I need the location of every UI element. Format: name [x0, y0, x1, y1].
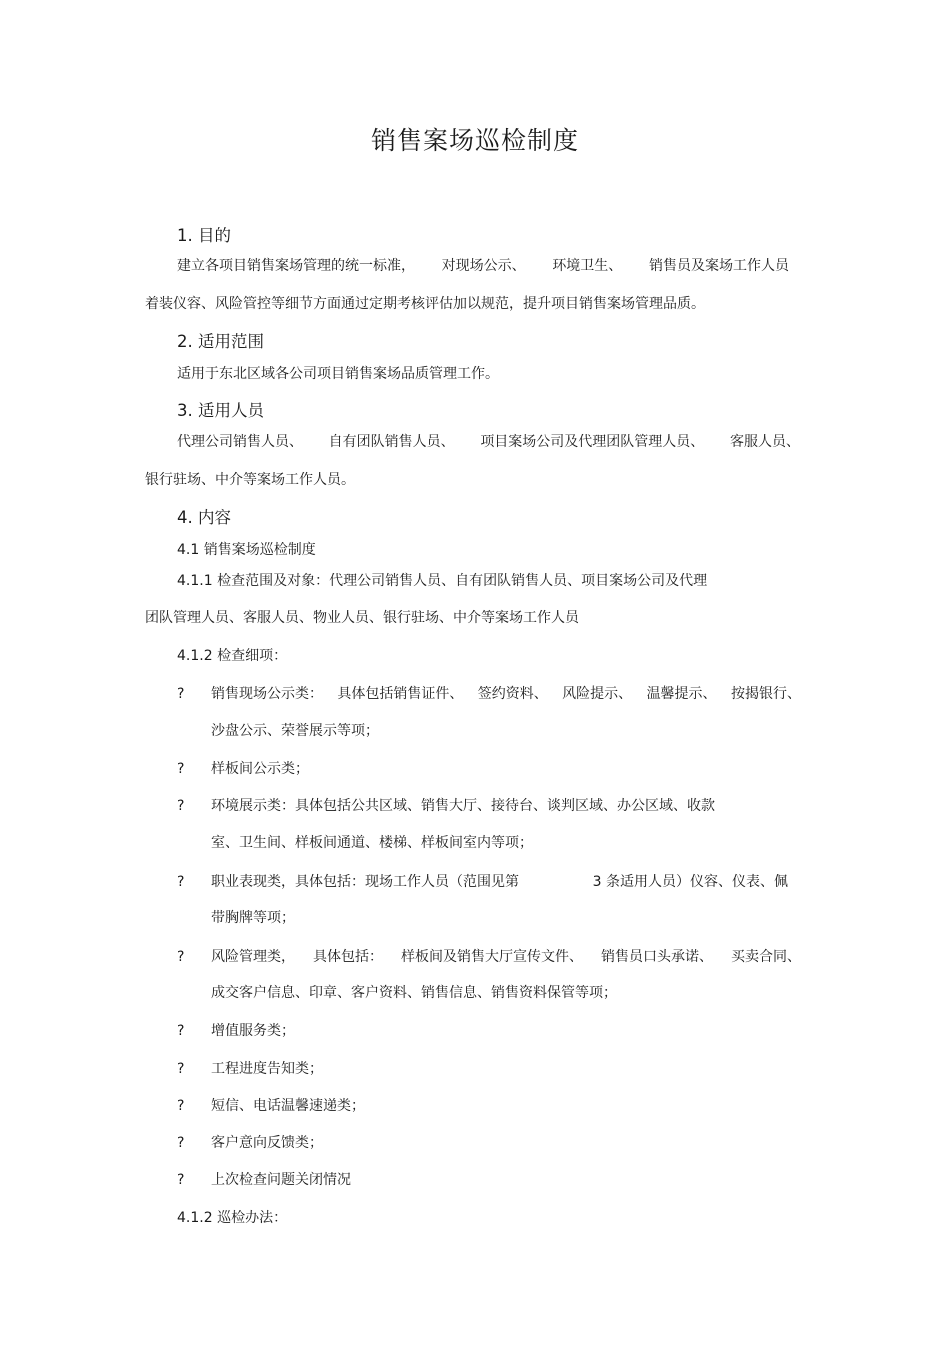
text-segment: 建立各项目销售案场管理的统一标准， — [177, 258, 415, 274]
bullet-mark: ? — [177, 874, 185, 890]
text-segment: 自有团队销售人员、 — [328, 434, 455, 450]
text-segment: 按揭银行、 — [730, 686, 801, 702]
text-segment: 销售员口头承诺、 — [601, 949, 713, 965]
text-segment: 签约资料、 — [477, 686, 548, 702]
bullet-item-3-line-1: 环境展示类：具体包括公共区域、销售大厅、接待台、谈判区域、办公区域、收款 — [211, 798, 715, 814]
bullet-mark: ? — [177, 686, 185, 702]
text-segment: 具体包括： — [313, 949, 383, 965]
bullet-mark: ? — [177, 1023, 185, 1039]
bullet-mark: ? — [177, 949, 185, 965]
bullet-mark: ? — [177, 798, 185, 814]
text-segment: 风险提示、 — [562, 686, 633, 702]
subsection-4-1-1-line-2: 团队管理人员、客服人员、物业人员、银行驻场、中介等案场工作人员 — [145, 610, 579, 626]
bullet-item-1-line-1 — [211, 684, 801, 704]
bullet-item-4-line-1 — [211, 872, 788, 892]
bullet-mark: ? — [177, 1172, 185, 1188]
bullet-mark: ? — [177, 1098, 185, 1114]
section-1-heading: 1. 目的 — [177, 226, 231, 245]
bullet-mark: ? — [177, 1061, 185, 1077]
text-segment: 代理公司销售人员、 — [177, 434, 303, 450]
section-4-heading: 4. 内容 — [177, 508, 231, 527]
bullet-item-7: 工程进度告知类； — [211, 1061, 323, 1077]
text-segment: 环境卫生、 — [552, 258, 623, 274]
bullet-mark: ? — [177, 1135, 185, 1151]
text-segment: 风险管理类， — [211, 949, 295, 965]
document-title: 销售案场巡检制度 — [370, 126, 579, 155]
text-segment: 客服人员、 — [729, 434, 800, 450]
text-segment: 3 条适用人员）仪容、仪表、佩 — [592, 874, 788, 890]
bullet-item-10: 上次检查问题关闭情况 — [211, 1172, 351, 1188]
text-segment: 销售现场公示类： — [211, 686, 323, 702]
bullet-item-5-line-2: 成交客户信息、印章、客户资料、销售信息、销售资料保管等项； — [211, 985, 617, 1001]
section-3-paragraph-line-1 — [177, 432, 800, 452]
section-2-paragraph: 适用于东北区域各公司项目销售案场品质管理工作。 — [177, 366, 499, 382]
text-segment: 具体包括销售证件、 — [337, 686, 464, 702]
bullet-item-4-line-2: 带胸牌等项； — [211, 910, 295, 926]
bullet-item-6: 增值服务类； — [211, 1023, 295, 1039]
bullet-item-5-line-1 — [211, 947, 801, 967]
text-segment: 样板间及销售大厅宣传文件、 — [401, 949, 583, 965]
subsection-4-1: 4.1 销售案场巡检制度 — [177, 542, 316, 558]
subsection-4-1-1-line-1: 4.1.1 检查范围及对象：代理公司销售人员、自有团队销售人员、项目案场公司及代理 — [177, 573, 708, 589]
text-segment: 销售员及案场工作人员 — [648, 258, 789, 274]
section-2-heading: 2. 适用范围 — [177, 332, 264, 351]
section-1-paragraph-line-1 — [177, 256, 789, 276]
subsection-4-1-2: 4.1.2 检查细项： — [177, 648, 288, 664]
bullet-item-3-line-2: 室、卫生间、样板间通道、楼梯、样板间室内等项； — [211, 835, 533, 851]
section-3-paragraph-line-2: 银行驻场、中介等案场工作人员。 — [145, 472, 355, 488]
text-segment: 项目案场公司及代理团队管理人员、 — [480, 434, 705, 450]
section-3-heading: 3. 适用人员 — [177, 401, 264, 420]
bullet-item-8: 短信、电话温馨速递类； — [211, 1098, 365, 1114]
bullet-item-9: 客户意向反馈类； — [211, 1135, 323, 1151]
subsection-4-1-2-patrol-method: 4.1.2 巡检办法： — [177, 1210, 288, 1226]
text-segment: 对现场公示、 — [441, 258, 526, 274]
bullet-mark: ? — [177, 761, 185, 777]
text-segment: 温馨提示、 — [646, 686, 717, 702]
section-1-paragraph-line-2: 着装仪容、风险管控等细节方面通过定期考核评估加以规范，提升项目销售案场管理品质。 — [145, 296, 705, 312]
text-segment: 买卖合同、 — [731, 949, 801, 965]
bullet-item-1-line-2: 沙盘公示、荣誉展示等项； — [211, 723, 379, 739]
text-segment: 职业表现类，具体包括：现场工作人员（范围见第 — [211, 874, 519, 890]
bullet-item-2: 样板间公示类； — [211, 761, 309, 777]
